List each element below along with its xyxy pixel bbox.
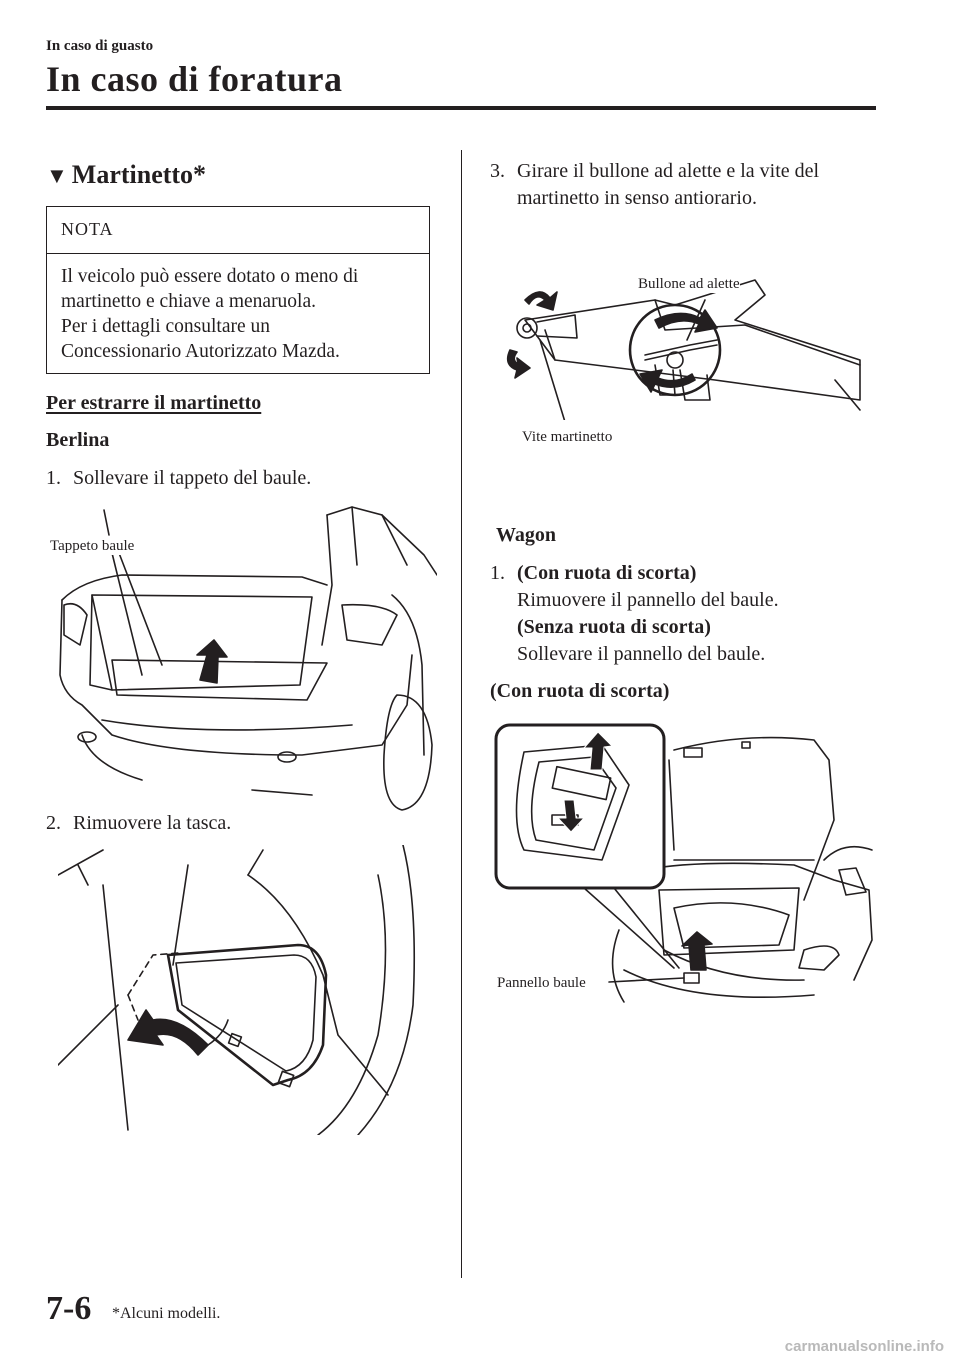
step-1-number: 1. bbox=[46, 467, 61, 489]
caption-with-spare: (Con ruota di scorta) bbox=[490, 680, 670, 702]
figure-wagon-trunk-panel bbox=[494, 720, 874, 1015]
chapter-title: In caso di guasto bbox=[46, 38, 154, 54]
variant-berlina: Berlina bbox=[46, 429, 110, 451]
step-2-text: Rimuovere la tasca. bbox=[73, 812, 232, 834]
note-line: martinetto e chiave a menaruola. bbox=[61, 291, 317, 312]
label-wing-bolt: Bullone ad alette bbox=[638, 276, 740, 292]
wagon-step-1-remove: Rimuovere il pannello del baule. bbox=[517, 589, 779, 611]
wagon-step-1-with-spare: (Con ruota di scorta) bbox=[517, 562, 697, 584]
variant-wagon: Wagon bbox=[496, 524, 557, 546]
label-jack-screw: Vite martinetto bbox=[522, 429, 613, 445]
subheading-remove-jack: Per estrarre il martinetto bbox=[46, 392, 262, 414]
column-divider bbox=[461, 150, 462, 1278]
jack-heading bbox=[46, 160, 206, 190]
footnote: *Alcuni modelli. bbox=[112, 1305, 221, 1322]
step-3-line-2: martinetto in senso antiorario. bbox=[517, 187, 757, 209]
wagon-step-1-lift: Sollevare il pannello del baule. bbox=[517, 643, 766, 665]
triangle-marker-icon: ▼ bbox=[46, 163, 68, 188]
page-number: 7-6 bbox=[46, 1290, 92, 1327]
figure-remove-pocket bbox=[58, 845, 438, 1135]
note-line: Il veicolo può essere dotato o meno di bbox=[61, 266, 359, 287]
note-line: Concessionario Autorizzato Mazda. bbox=[61, 341, 340, 362]
watermark: carmanualsonline.info bbox=[784, 1338, 944, 1355]
step-3-number: 3. bbox=[490, 160, 505, 182]
wagon-step-1-without-spare: (Senza ruota di scorta) bbox=[517, 616, 711, 638]
section-title: In caso di foratura bbox=[46, 59, 343, 99]
wagon-step-1-number: 1. bbox=[490, 562, 505, 584]
step-1-text: Sollevare il tappeto del baule. bbox=[73, 467, 312, 489]
step-2-number: 2. bbox=[46, 812, 61, 834]
note-body bbox=[47, 254, 429, 364]
header-rule bbox=[46, 106, 876, 110]
note-box bbox=[46, 206, 430, 374]
label-trunk-mat: Tappeto baule bbox=[50, 538, 135, 554]
label-trunk-panel: Pannello baule bbox=[497, 975, 586, 991]
jack-heading-text: Martinetto* bbox=[71, 160, 207, 189]
note-title: NOTA bbox=[47, 207, 429, 254]
step-3-line-1: Girare il bullone ad alette e la vite del bbox=[517, 160, 820, 182]
note-line: Per i dettagli consultare un bbox=[61, 316, 271, 337]
